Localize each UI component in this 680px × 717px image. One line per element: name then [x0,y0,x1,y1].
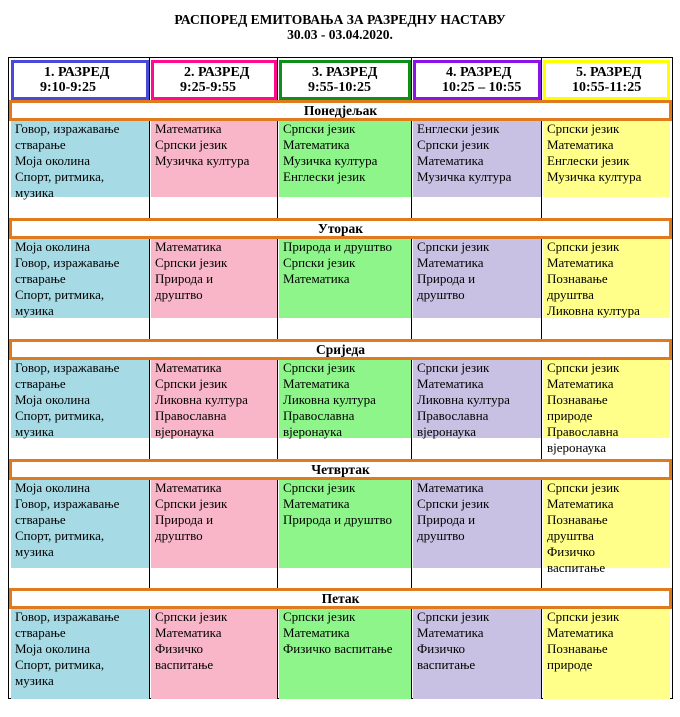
subject-item: Српски језик [417,496,490,511]
subject-item: друштво [417,287,465,302]
subject-item: музика [15,673,54,688]
subject-item: Физичко васпитање [283,641,393,656]
subject-item: Православна [417,408,489,423]
day-header: Петак [9,588,672,609]
schedule-cell [151,609,277,699]
subject-item: Моја околина [15,641,91,656]
subject-item: стварање [15,512,66,527]
subject-item: Моја околина [15,480,91,495]
schedule-cell [543,360,670,455]
subject-item: друштво [417,528,465,543]
subject-item: вјеронаука [155,424,214,439]
subject-item: стварање [15,625,66,640]
subject-item: Музичка култура [283,153,378,168]
schedule-cell [11,480,149,568]
page-title: РАСПОРЕД ЕМИТОВАЊА ЗА РАЗРЕДНУ НАСТАВУ [174,12,506,27]
schedule-cell [413,609,541,699]
subject-item: Српски језик [155,609,228,624]
schedule-cell [413,360,541,438]
subject-item: Енглески језик [547,153,630,168]
schedule-cell [279,239,411,318]
schedule-cell [413,121,541,197]
subject-item: Српски језик [155,376,228,391]
schedule-cell [279,480,411,568]
subject-item: васпитање [547,560,606,575]
subject-item: Математика [547,496,614,511]
grade-time: 10:25 – 10:55 [442,80,522,95]
subject-item: Математика [417,480,484,495]
schedule-cell [543,121,670,197]
schedule-cell [279,360,411,438]
subject-item: Математика [417,153,484,168]
subject-item: стварање [15,376,66,391]
subject-item: музика [15,303,54,318]
schedule-cell [279,121,411,197]
subject-item: Православна [283,408,355,423]
subject-item: Природа и друштво [283,512,392,527]
subject-item: Српски језик [283,609,356,624]
subject-item: Математика [283,376,350,391]
subject-item: Српски језик [155,255,228,270]
subject-item: друштво [155,287,203,302]
grade-label: 5. РАЗРЕД [576,65,642,80]
subject-item: Православна [155,408,227,423]
grade-time: 9:10-9:25 [40,80,96,95]
subject-item: Говор, изражавање [15,496,120,511]
subject-item: Српски језик [547,480,620,495]
subject-item: Српски језик [283,255,356,270]
grade-header-2 [151,60,277,100]
subject-item: друштво [155,528,203,543]
schedule-table [8,57,673,699]
subject-item: Српски језик [155,137,228,152]
subject-item: Математика [283,271,350,286]
subject-item: Моја околина [15,392,91,407]
grade-label: 2. РАЗРЕД [184,65,250,80]
schedule-cell [11,609,149,699]
schedule-cell [151,121,277,197]
schedule-cell [543,609,670,699]
subject-item: Српски језик [283,480,356,495]
day-header: Сриједа [9,339,672,360]
subject-item: Математика [155,480,222,495]
subject-item: Српски језик [547,360,620,375]
subject-item: Познавање [547,271,608,286]
schedule-cell [11,121,149,200]
subject-item: стварање [15,271,66,286]
subject-item: Српски језик [547,239,620,254]
subject-item: Моја околина [15,153,91,168]
subject-item: Математика [417,625,484,640]
subject-item: Спорт, ритмика, [15,528,105,543]
subject-item: Природа и [155,512,214,527]
subject-item: Математика [155,121,222,136]
schedule-cell [413,239,541,318]
subject-item: Спорт, ритмика, [15,287,105,302]
subject-item: Спорт, ритмика, [15,408,105,423]
subject-item: Математика [417,255,484,270]
subject-item: Познавање [547,641,608,656]
subject-item: Математика [547,255,614,270]
subject-item: вјеронаука [283,424,342,439]
subject-item: музика [15,424,54,439]
subject-item: Српски језик [547,609,620,624]
subject-item: Природа и [155,271,214,286]
grade-header-4 [413,60,541,100]
subject-item: природе [547,657,593,672]
subject-item: Српски језик [283,121,356,136]
subject-item: Српски језик [155,496,228,511]
subject-item: Математика [155,625,222,640]
subject-item: Познавање [547,392,608,407]
subject-item: Српски језик [417,360,490,375]
grade-header-1 [11,60,149,100]
subject-item: Српски језик [417,239,490,254]
subject-item: природе [547,408,593,423]
subject-item: музика [15,544,54,559]
subject-item: Музичка култура [155,153,250,168]
subject-item: Музичка култура [547,169,642,184]
schedule-cell [11,239,149,318]
schedule-cell [11,360,149,438]
subject-item: вјеронаука [547,440,606,455]
subject-item: Ликовна култура [155,392,248,407]
grade-label: 3. РАЗРЕД [312,65,378,80]
subject-item: Ликовна култура [547,303,640,318]
day-header: Понедјељак [9,100,672,121]
subject-item: Српски језик [417,137,490,152]
subject-item: Природа и [417,271,476,286]
subject-item: Физичко [547,544,596,559]
subject-item: Математика [547,137,614,152]
subject-item: Спорт, ритмика, [15,169,105,184]
subject-item: Природа и друштво [283,239,392,254]
schedule-cell [279,609,411,699]
subject-item: Математика [155,360,222,375]
schedule-cell [151,360,277,438]
subject-item: Енглески језик [417,121,500,136]
date-range: 30.03 - 03.04.2020. [287,27,393,42]
subject-item: Говор, изражавање [15,255,120,270]
subject-item: вјеронаука [417,424,476,439]
schedule-cell [151,239,277,318]
subject-item: Математика [283,625,350,640]
subject-item: друштва [547,528,594,543]
subject-item: Говор, изражавање [15,121,120,136]
subject-item: друштва [547,287,594,302]
grade-label: 4. РАЗРЕД [446,65,512,80]
subject-item: музика [15,185,54,200]
grade-time: 9:55-10:25 [308,80,371,95]
subject-item: Математика [283,137,350,152]
subject-item: васпитање [417,657,476,672]
subject-item: Српски језик [547,121,620,136]
subject-item: Ликовна култура [283,392,376,407]
subject-item: Енглески језик [283,169,366,184]
subject-item: Математика [547,625,614,640]
subject-item: Српски језик [283,360,356,375]
subject-item: стварање [15,137,66,152]
subject-item: Математика [547,376,614,391]
schedule-cell [413,480,541,568]
schedule-cell [543,480,670,575]
schedule-cell [151,480,277,568]
day-header: Четвртак [9,459,672,480]
subject-item: Природа и [417,512,476,527]
subject-item: Говор, изражавање [15,360,120,375]
schedule-cell [543,239,670,318]
subject-item: васпитање [155,657,214,672]
grade-time: 9:25-9:55 [180,80,236,95]
subject-item: Математика [417,376,484,391]
subject-item: Физичко [417,641,466,656]
subject-item: Православна [547,424,619,439]
subject-item: Познавање [547,512,608,527]
subject-item: Спорт, ритмика, [15,657,105,672]
grade-label: 1. РАЗРЕД [44,65,110,80]
subject-item: Физичко [155,641,204,656]
grade-time: 10:55-11:25 [572,80,642,95]
grade-header-3 [279,60,411,100]
grade-header-5 [543,60,670,100]
subject-item: Математика [283,496,350,511]
day-header: Уторак [9,218,672,239]
subject-item: Моја околина [15,239,91,254]
subject-item: Музичка култура [417,169,512,184]
subject-item: Говор, изражавање [15,609,120,624]
subject-item: Српски језик [417,609,490,624]
subject-item: Математика [155,239,222,254]
subject-item: Ликовна култура [417,392,510,407]
